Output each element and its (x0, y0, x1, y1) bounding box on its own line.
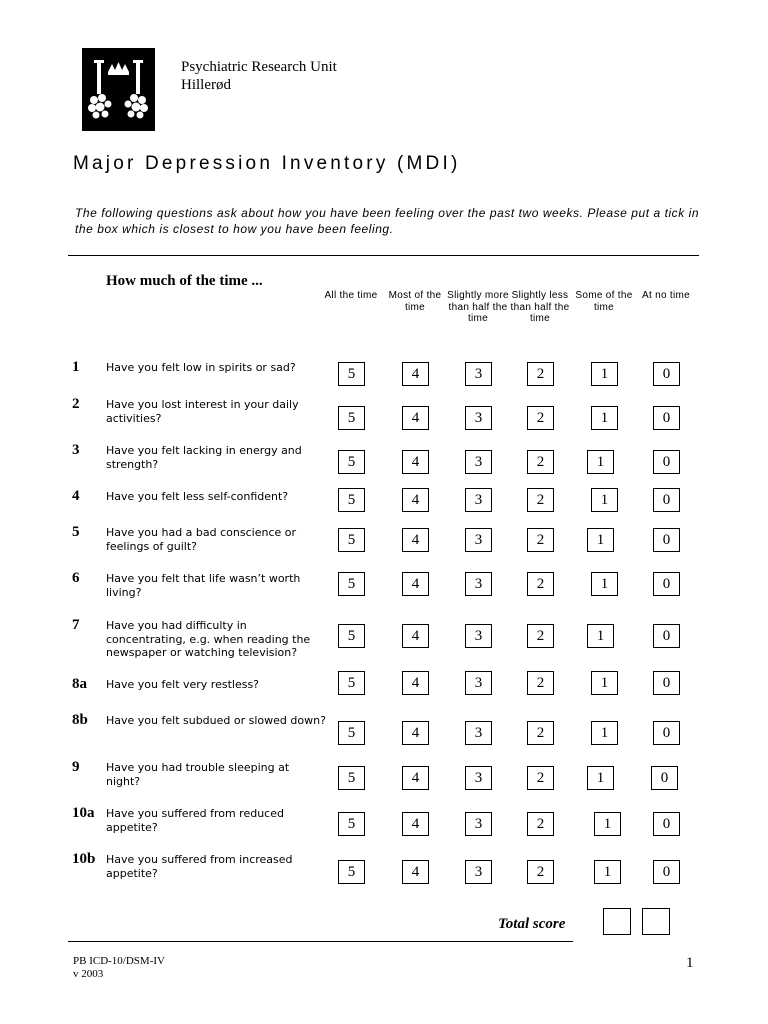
answer-box-slightly-more-than-half[interactable]: 3 (465, 860, 492, 884)
answer-box-some-of-the-time[interactable]: 1 (591, 671, 618, 695)
question-number: 3 (72, 442, 80, 458)
bottom-divider (68, 941, 573, 942)
column-header-some-of-the-time: Some of the time (575, 290, 633, 313)
total-score-label: Total score (498, 916, 566, 932)
question-number: 1 (72, 359, 80, 375)
answer-box-most-of-the-time[interactable]: 4 (402, 860, 429, 884)
answer-box-all-the-time[interactable]: 5 (338, 812, 365, 836)
answer-box-slightly-less-than-half[interactable]: 2 (527, 450, 554, 474)
answer-box-some-of-the-time[interactable]: 1 (587, 766, 614, 790)
column-header-at-no-time: At no time (641, 290, 691, 301)
answer-box-slightly-less-than-half[interactable]: 2 (527, 362, 554, 386)
answer-box-at-no-time[interactable]: 0 (653, 860, 680, 884)
answer-box-slightly-more-than-half[interactable]: 3 (465, 721, 492, 745)
how-much-heading: How much of the time ... (106, 273, 263, 289)
answer-box-all-the-time[interactable]: 5 (338, 766, 365, 790)
column-header-slightly-more-than-half: Slightly more than half the time (447, 290, 509, 324)
answer-box-all-the-time[interactable]: 5 (338, 488, 365, 512)
unit-location: Hillerød (181, 77, 231, 93)
answer-box-at-no-time[interactable]: 0 (653, 624, 680, 648)
question-text: Have you felt that life wasn’t worth living? (106, 572, 301, 599)
question-text: Have you lost interest in your daily activities? (106, 398, 299, 425)
answer-box-slightly-less-than-half[interactable]: 2 (527, 721, 554, 745)
answer-box-some-of-the-time[interactable]: 1 (587, 624, 614, 648)
answer-box-most-of-the-time[interactable]: 4 (402, 812, 429, 836)
answer-box-most-of-the-time[interactable]: 4 (402, 362, 429, 386)
answer-box-slightly-more-than-half[interactable]: 3 (465, 812, 492, 836)
answer-box-at-no-time[interactable]: 0 (653, 488, 680, 512)
footer (73, 955, 165, 981)
crest-icon (82, 48, 155, 131)
footer-classification: PB ICD-10/DSM-IV (73, 955, 165, 967)
question-number: 10a (72, 805, 95, 821)
document-title: Major Depression Inventory (MDI) (73, 153, 461, 174)
answer-box-slightly-more-than-half[interactable]: 3 (465, 572, 492, 596)
question-number: 6 (72, 570, 80, 586)
question-number: 10b (72, 851, 96, 867)
question-number: 7 (72, 617, 80, 633)
answer-box-slightly-less-than-half[interactable]: 2 (527, 624, 554, 648)
answer-box-slightly-more-than-half[interactable]: 3 (465, 450, 492, 474)
institution-name (181, 58, 337, 94)
answer-box-most-of-the-time[interactable]: 4 (402, 528, 429, 552)
answer-box-slightly-less-than-half[interactable]: 2 (527, 406, 554, 430)
answer-box-all-the-time[interactable]: 5 (338, 362, 365, 386)
question-text: Have you had trouble sleeping at night? (106, 761, 290, 788)
page-number: 1 (686, 955, 694, 971)
question-text: Have you had a bad conscience or feelings of guilt? (106, 526, 297, 553)
answer-box-all-the-time[interactable]: 5 (338, 572, 365, 596)
answer-box-slightly-less-than-half[interactable]: 2 (527, 528, 554, 552)
answer-box-some-of-the-time[interactable]: 1 (591, 406, 618, 430)
answer-box-some-of-the-time[interactable]: 1 (594, 860, 621, 884)
instructions-text: The following questions ask about how you have been feeling over the past two weeks. Please put a tick in the box which is closest to how you have been feeling. (75, 206, 700, 236)
answer-box-slightly-more-than-half[interactable]: 3 (465, 362, 492, 386)
answer-box-all-the-time[interactable]: 5 (338, 860, 365, 884)
answer-box-slightly-more-than-half[interactable]: 3 (465, 406, 492, 430)
answer-box-most-of-the-time[interactable]: 4 (402, 406, 429, 430)
answer-box-at-no-time[interactable]: 0 (653, 572, 680, 596)
answer-box-at-no-time[interactable]: 0 (653, 528, 680, 552)
answer-box-slightly-less-than-half[interactable]: 2 (527, 860, 554, 884)
question-text: Have you had difficulty in concentrating, e.g. when reading the newspaper or watching television? (106, 619, 311, 659)
answer-box-at-no-time[interactable]: 0 (653, 721, 680, 745)
unit-name: Psychiatric Research Unit (181, 59, 337, 75)
answer-box-slightly-more-than-half[interactable]: 3 (465, 671, 492, 695)
answer-box-most-of-the-time[interactable]: 4 (402, 671, 429, 695)
answer-box-at-no-time[interactable]: 0 (653, 450, 680, 474)
answer-box-most-of-the-time[interactable]: 4 (402, 766, 429, 790)
answer-box-slightly-more-than-half[interactable]: 3 (465, 624, 492, 648)
answer-box-some-of-the-time[interactable]: 1 (587, 450, 614, 474)
answer-box-all-the-time[interactable]: 5 (338, 721, 365, 745)
total-score-box-tens[interactable] (603, 908, 631, 935)
top-divider (68, 255, 699, 256)
column-header-most-of-the-time: Most of the time (388, 290, 442, 313)
answer-box-some-of-the-time[interactable]: 1 (591, 488, 618, 512)
column-header-all-the-time: All the time (324, 290, 378, 301)
answer-box-slightly-more-than-half[interactable]: 3 (465, 766, 492, 790)
answer-box-at-no-time[interactable]: 0 (653, 812, 680, 836)
answer-box-most-of-the-time[interactable]: 4 (402, 721, 429, 745)
answer-box-most-of-the-time[interactable]: 4 (402, 624, 429, 648)
answer-box-most-of-the-time[interactable]: 4 (402, 450, 429, 474)
answer-box-slightly-more-than-half[interactable]: 3 (465, 488, 492, 512)
question-text: Have you felt lacking in energy and strength? (106, 444, 302, 471)
answer-box-slightly-less-than-half[interactable]: 2 (527, 488, 554, 512)
total-score-box-units[interactable] (642, 908, 670, 935)
question-text: Have you felt low in spirits or sad? (106, 361, 296, 374)
question-text: Have you suffered from reduced appetite? (106, 807, 284, 834)
answer-box-all-the-time[interactable]: 5 (338, 624, 365, 648)
answer-box-some-of-the-time[interactable]: 1 (587, 528, 614, 552)
question-number: 8a (72, 676, 87, 692)
institution-logo (82, 48, 155, 131)
answer-box-slightly-less-than-half[interactable]: 2 (527, 812, 554, 836)
question-text: Have you felt subdued or slowed down? (106, 714, 326, 727)
answer-box-at-no-time[interactable]: 0 (653, 671, 680, 695)
answer-box-all-the-time[interactable]: 5 (338, 528, 365, 552)
footer-version: v 2003 (73, 968, 104, 980)
answer-box-slightly-more-than-half[interactable]: 3 (465, 528, 492, 552)
answer-box-some-of-the-time[interactable]: 1 (591, 721, 618, 745)
answer-box-at-no-time[interactable]: 0 (653, 406, 680, 430)
answer-box-slightly-less-than-half[interactable]: 2 (527, 572, 554, 596)
answer-box-slightly-less-than-half[interactable]: 2 (527, 766, 554, 790)
answer-box-some-of-the-time[interactable]: 1 (594, 812, 621, 836)
answer-box-some-of-the-time[interactable]: 1 (591, 362, 618, 386)
question-text: Have you felt less self-confident? (106, 490, 289, 503)
question-number: 4 (72, 488, 80, 504)
question-text: Have you felt very restless? (106, 678, 260, 691)
answer-box-at-no-time[interactable]: 0 (651, 766, 678, 790)
question-number: 2 (72, 396, 80, 412)
answer-box-slightly-less-than-half[interactable]: 2 (527, 671, 554, 695)
answer-box-all-the-time[interactable]: 5 (338, 450, 365, 474)
answer-box-most-of-the-time[interactable]: 4 (402, 488, 429, 512)
answer-box-all-the-time[interactable]: 5 (338, 406, 365, 430)
answer-box-all-the-time[interactable]: 5 (338, 671, 365, 695)
question-number: 5 (72, 524, 80, 540)
question-text: Have you suffered from increased appetite? (106, 853, 293, 880)
answer-box-at-no-time[interactable]: 0 (653, 362, 680, 386)
column-header-slightly-less-than-half: Slightly less than half the time (510, 290, 570, 324)
answer-box-most-of-the-time[interactable]: 4 (402, 572, 429, 596)
answer-box-some-of-the-time[interactable]: 1 (591, 572, 618, 596)
question-number: 9 (72, 759, 80, 775)
question-number: 8b (72, 712, 88, 728)
